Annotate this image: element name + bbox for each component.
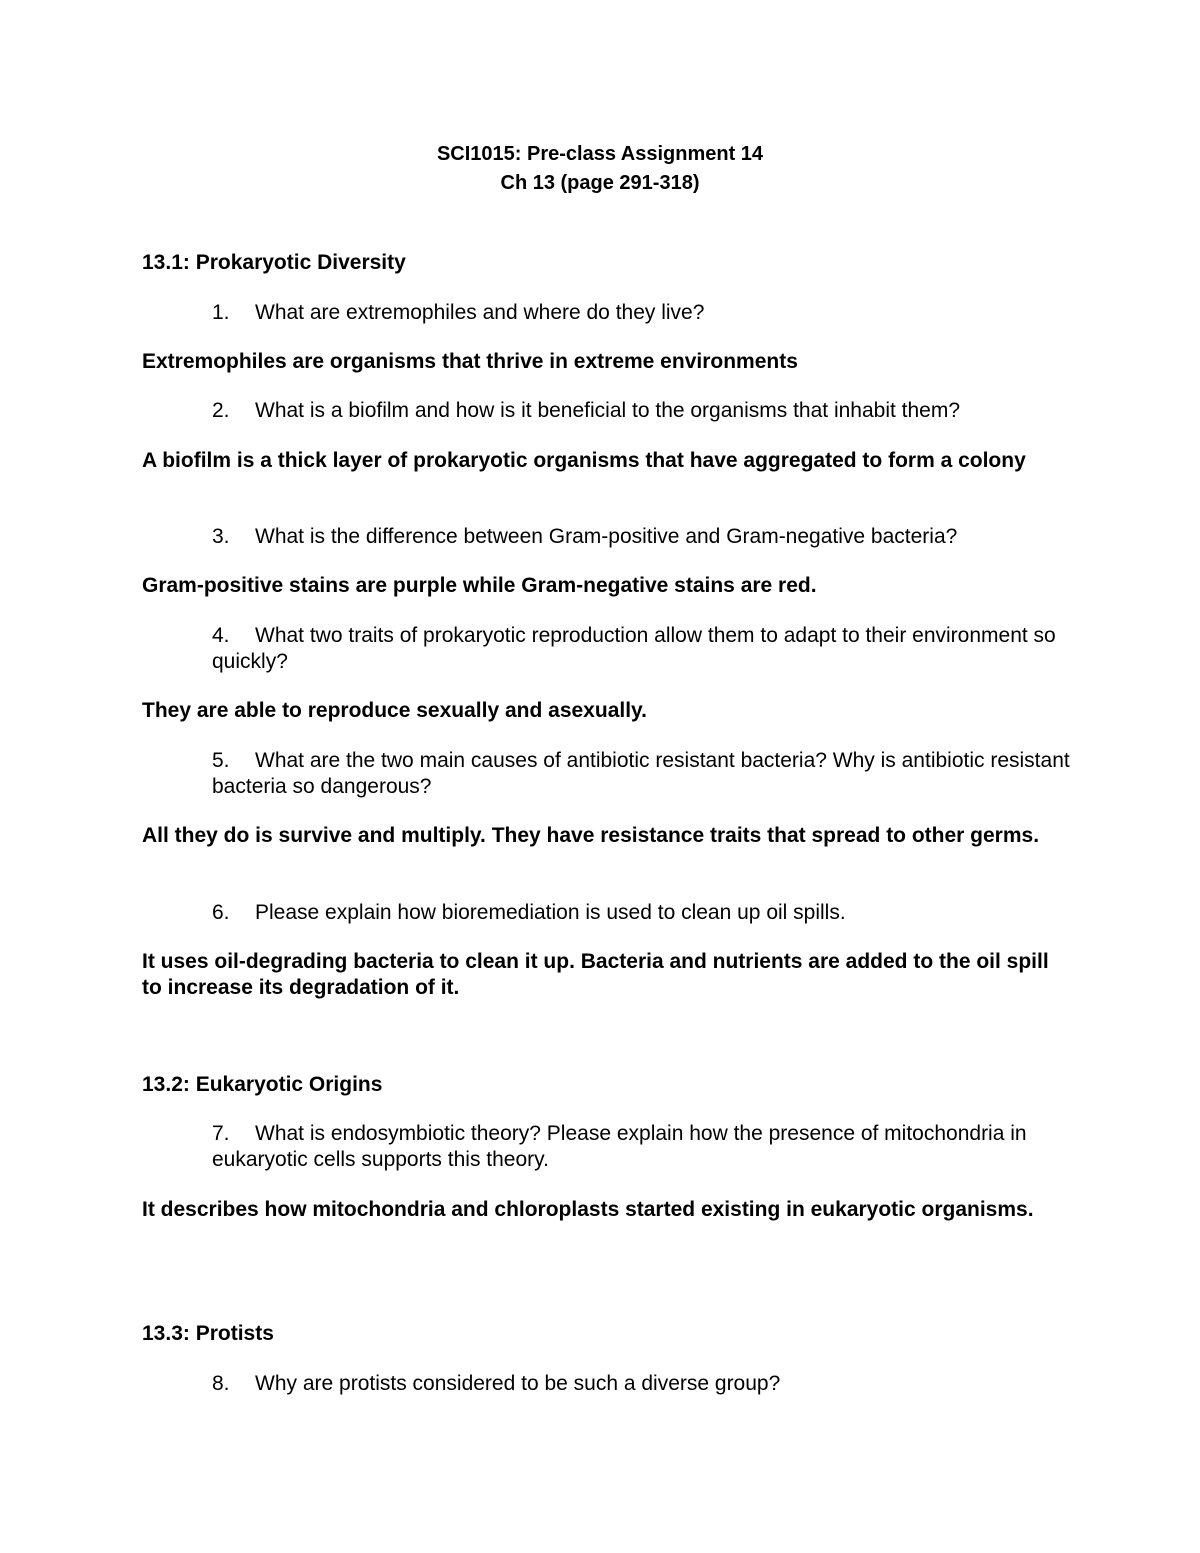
question-7: [212, 1121, 1092, 1173]
question-8: [212, 1371, 1092, 1397]
question-text: What two traits of prokaryotic reproduction allow them to adapt to their environment so quickly?: [212, 624, 1056, 673]
question-6: [212, 900, 1092, 926]
answer-1: Extremophiles are organisms that thrive in extreme environments: [142, 350, 798, 373]
question-2: [212, 398, 1092, 424]
question-text: What is endosymbiotic theory? Please explain how the presence of mitochondria in eukaryotic cells supports this theory.: [212, 1122, 1027, 1171]
question-number: 5.: [212, 749, 230, 772]
section-heading-13-1: 13.1: Prokaryotic Diversity: [142, 251, 406, 274]
answer-7: It describes how mitochondria and chloroplasts started existing in eukaryotic organisms.: [142, 1198, 1034, 1221]
answer-2: A biofilm is a thick layer of prokaryotic organisms that have aggregated to form a colony: [142, 449, 1026, 472]
question-text: What are extremophiles and where do they live?: [255, 301, 705, 324]
question-text: What are the two main causes of antibiotic resistant bacteria? Why is antibiotic resistant bacteria so dangerous?: [212, 749, 1070, 798]
question-number: 2.: [212, 399, 230, 422]
question-text: Why are protists considered to be such a diverse group?: [255, 1372, 781, 1395]
question-5: [212, 748, 1092, 800]
question-text: Please explain how bioremediation is used to clean up oil spills.: [255, 901, 846, 924]
question-number: 3.: [212, 525, 230, 548]
question-number: 8.: [212, 1372, 230, 1395]
answer-5: All they do is survive and multiply. They have resistance traits that spread to other germs.: [142, 824, 1040, 847]
question-text: What is the difference between Gram-positive and Gram-negative bacteria?: [255, 525, 958, 548]
question-1: [212, 300, 1092, 326]
section-heading-13-3: 13.3: Protists: [142, 1322, 274, 1345]
question-4: [212, 623, 1092, 675]
question-number: 1.: [212, 301, 230, 324]
document-subtitle: Ch 13 (page 291-318): [500, 172, 700, 194]
question-3: [212, 524, 1092, 550]
section-heading-13-2: 13.2: Eukaryotic Origins: [142, 1073, 383, 1096]
question-number: 4.: [212, 624, 230, 647]
question-text: What is a biofilm and how is it beneficial to the organisms that inhabit them?: [255, 399, 961, 422]
answer-4: They are able to reproduce sexually and asexually.: [142, 699, 647, 722]
document-title: SCI1015: Pre-class Assignment 14: [436, 143, 764, 165]
question-number: 7.: [212, 1122, 230, 1145]
question-number: 6.: [212, 901, 230, 924]
answer-3: Gram-positive stains are purple while Gram-negative stains are red.: [142, 574, 817, 597]
answer-6: It uses oil-degrading bacteria to clean it up. Bacteria and nutrients are added to the oil spill to increase its degradation of it.: [142, 950, 1049, 999]
